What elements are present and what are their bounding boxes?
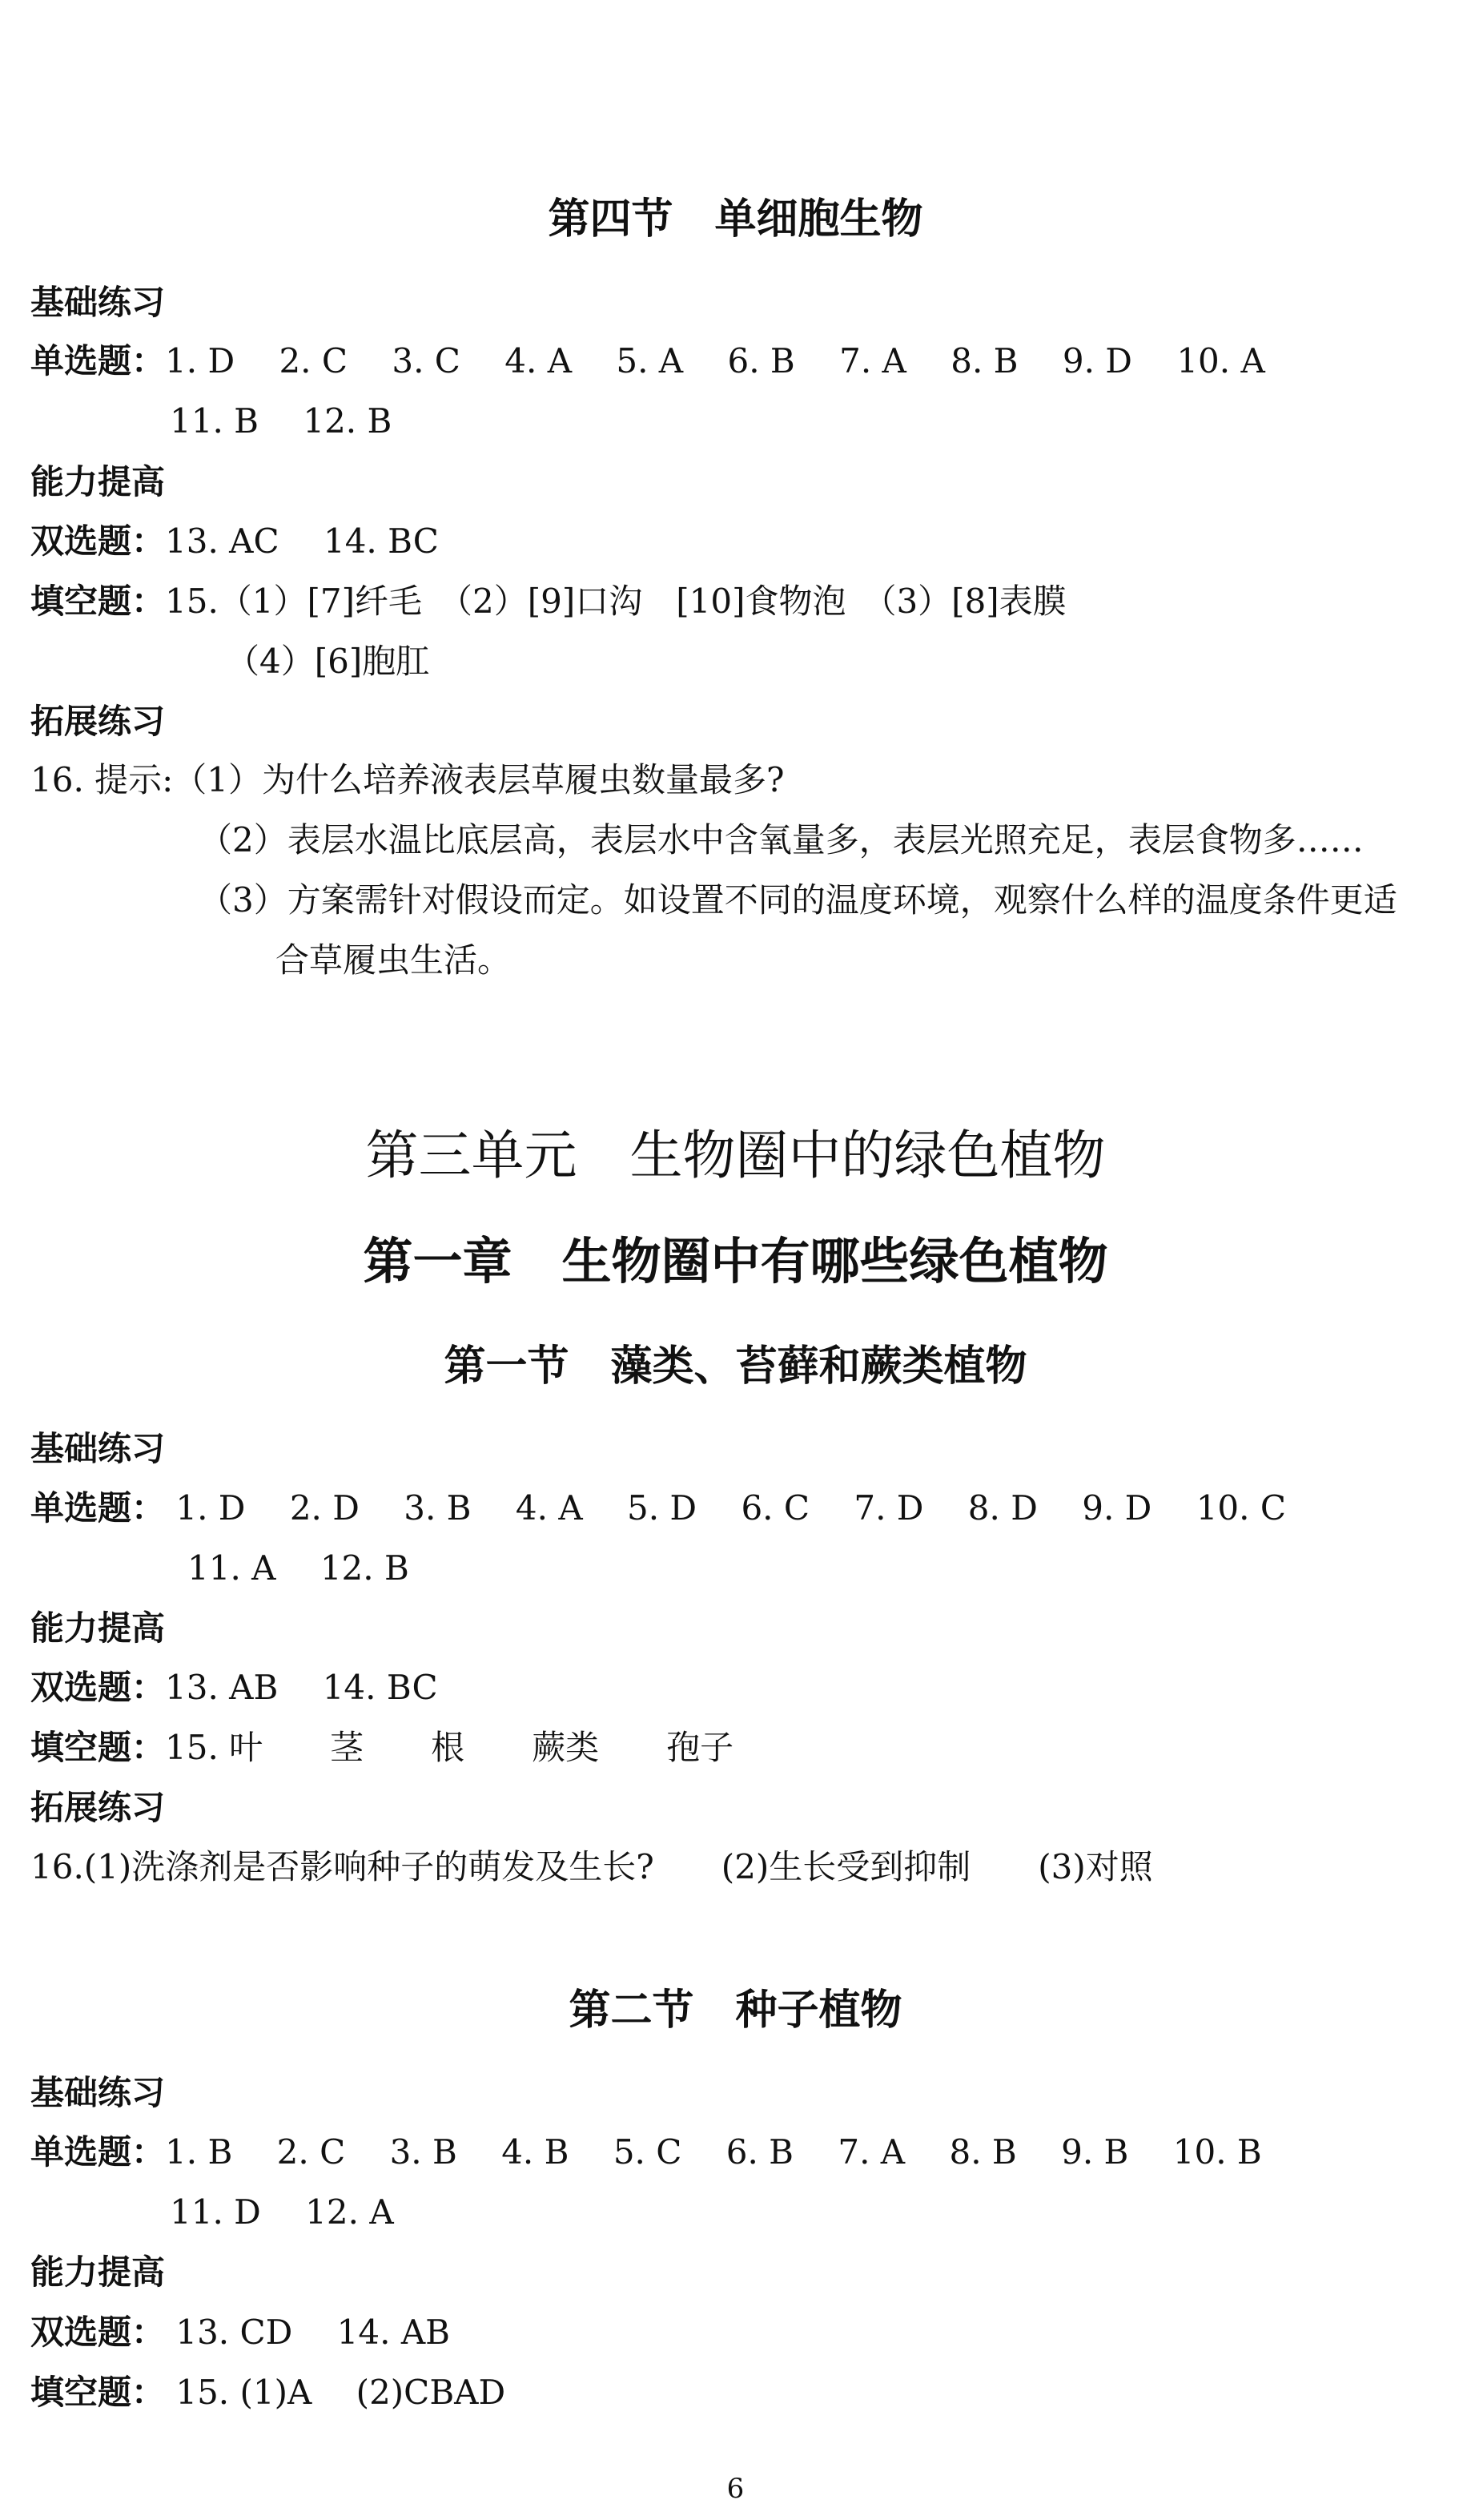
single-choice-label: 单选题： xyxy=(30,341,166,380)
subhead-ability: 能力提高 xyxy=(30,1608,166,1648)
subhead-basic-practice: 基础练习 xyxy=(30,2073,166,2112)
section-title-single-cell: 第四节 单细胞生物 xyxy=(548,195,923,244)
subhead-ability: 能力提高 xyxy=(30,462,166,501)
single-choice-answers xyxy=(30,2132,1262,2172)
fill-blank-row-continued: （4）[6]胞肛 xyxy=(226,642,430,681)
subhead-basic-practice: 基础练习 xyxy=(30,1429,166,1468)
section-title-algae-moss-fern: 第一节 藻类、苔藓和蕨类植物 xyxy=(444,1343,1027,1391)
unit-title: 第三单元 生物圈中的绿色植物 xyxy=(365,1125,1106,1186)
fill-blank-text: 15. (1)A (2)CBAD xyxy=(165,2373,506,2412)
single-choice-row-continued: 11. A 12. B xyxy=(187,1548,409,1588)
page-number: 6 xyxy=(726,2473,745,2505)
subhead-ability: 能力提高 xyxy=(30,2252,166,2292)
double-choice-label: 双选题： xyxy=(30,521,166,561)
double-choice-label: 双选题： xyxy=(30,1668,166,1707)
extension-answer-line-4: 合草履虫生活。 xyxy=(275,940,512,980)
single-choice-answers xyxy=(30,341,1265,380)
single-choice-row-continued: 11. B 12. B xyxy=(170,401,392,441)
fill-blank-label: 填空题： xyxy=(30,1728,166,1767)
subhead-basic-practice: 基础练习 xyxy=(30,283,166,322)
single-choice-label: 单选题： xyxy=(30,1488,166,1528)
extension-answer-line-1: 16.(1)洗涤剂是否影响种子的萌发及生长? (2)生长受到抑制 (3)对照 xyxy=(30,1847,1153,1886)
subhead-extension: 拓展练习 xyxy=(30,702,166,741)
fill-blank-label: 填空题： xyxy=(30,2373,166,2412)
fill-blank-label: 填空题： xyxy=(30,582,166,621)
fill-blank-answers xyxy=(30,582,1067,621)
double-choice-text: 13. AB 14. BC xyxy=(165,1668,438,1707)
fill-blank-answers xyxy=(30,2373,506,2412)
extension-answer-line-2: （2）表层水温比底层高，表层水中含氧量多，表层光照充足，表层食物多…… xyxy=(199,820,1364,859)
double-choice-label: 双选题： xyxy=(30,2313,166,2352)
subhead-extension: 拓展练习 xyxy=(30,1788,166,1827)
extension-answer-line-1: 16. 提示:（1）为什么培养液表层草履虫数量最多? xyxy=(30,760,785,799)
single-choice-row: 1. B 2. C 3. B 4. B 5. C 6. B 7. A 8. B 9. B 10. B xyxy=(165,2132,1262,2172)
double-choice-answers xyxy=(30,2313,451,2352)
single-choice-row: 1. D 2. D 3. B 4. A 5. D 6. C 7. D 8. D 9. D 10. C xyxy=(165,1488,1286,1528)
single-choice-row-continued: 11. D 12. A xyxy=(170,2192,394,2232)
single-choice-row: 1. D 2. C 3. C 4. A 5. A 6. B 7. A 8. B 9. D 10. A xyxy=(165,341,1265,380)
fill-blank-answers xyxy=(30,1728,734,1767)
double-choice-text: 13. CD 14. AB xyxy=(165,2313,451,2352)
fill-blank-row: 15.（1）[7]纤毛 （2）[9]口沟 [10]食物泡 （3）[8]表膜 xyxy=(165,582,1067,621)
double-choice-answers xyxy=(30,521,439,561)
single-choice-label: 单选题： xyxy=(30,2132,166,2172)
single-choice-answers xyxy=(30,1488,1286,1528)
chapter-title: 第一章 生物圈中有哪些绿色植物 xyxy=(363,1232,1108,1290)
extension-answer-line-3: （3）方案需针对假设而定。如设置不同的温度环境，观察什么样的温度条件更适 xyxy=(199,880,1397,920)
double-choice-text: 13. AC 14. BC xyxy=(165,521,439,561)
fill-blank-text: 15. 叶 茎 根 蕨类 孢子 xyxy=(165,1728,734,1767)
double-choice-answers xyxy=(30,1668,438,1707)
section-title-seed-plants: 第二节 种子植物 xyxy=(569,1987,902,2035)
